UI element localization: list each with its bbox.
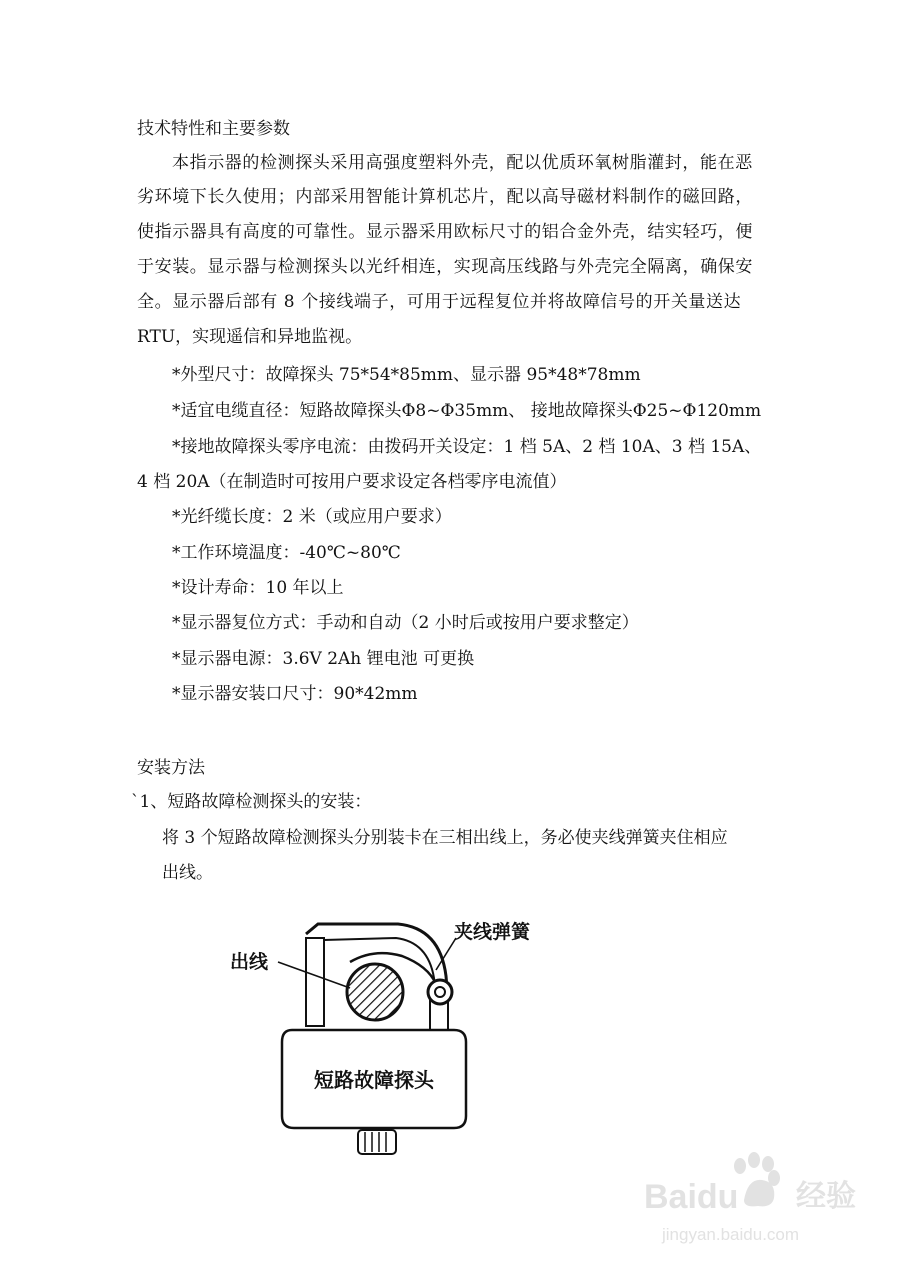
spec-item-fiber-length: *光纤缆长度：2 米（或应用户要求） bbox=[172, 507, 452, 527]
spec-item-reset-mode: *显示器复位方式：手动和自动（2 小时后或按用户要求整定） bbox=[172, 613, 639, 633]
spec-item-design-life: *设计寿命：10 年以上 bbox=[172, 578, 344, 598]
watermark-url: jingyan.baidu.com bbox=[662, 1225, 800, 1244]
section-heading-installation: 安装方法 bbox=[137, 758, 205, 778]
label-probe-body: 短路故障探头 bbox=[314, 1068, 434, 1092]
paragraph-line: 使指示器具有高度的可靠性。显示器采用欧标尺寸的铝合金外壳，结实轻巧，便 bbox=[137, 222, 753, 242]
spec-item-operating-temperature: *工作环境温度：-40℃~80℃ bbox=[172, 543, 401, 563]
paragraph-line: 劣环境下长久使用；内部采用智能计算机芯片，配以高导磁材料制作的磁回路， bbox=[137, 187, 753, 207]
paragraph-line: RTU，实现遥信和异地监视。 bbox=[137, 327, 363, 347]
baidu-jingyan-watermark bbox=[640, 1142, 890, 1267]
watermark-brand: Baidu bbox=[644, 1178, 739, 1216]
subheading-short-circuit-install: `1、短路故障检测探头的安装： bbox=[131, 792, 372, 812]
section-heading-tech-specs: 技术特性和主要参数 bbox=[137, 119, 290, 139]
watermark-brand-suffix: 经验 bbox=[796, 1179, 856, 1214]
paragraph-line: 出线。 bbox=[162, 863, 213, 883]
clamp-post-left bbox=[306, 938, 324, 1026]
paragraph-line: 本指示器的检测探头采用高强度塑料外壳，配以优质环氧树脂灌封，能在恶 bbox=[172, 153, 753, 173]
fiber-connector bbox=[358, 1130, 396, 1154]
cable-cross-section bbox=[347, 964, 403, 1020]
paw-icon bbox=[734, 1152, 780, 1206]
probe-installation-figure bbox=[222, 904, 552, 1174]
paragraph-line: 将 3 个短路故障检测探头分别装卡在三相出线上，务必使夹线弹簧夹住相应 bbox=[162, 828, 728, 848]
label-spring: 夹线弹簧 bbox=[454, 921, 531, 943]
spec-item-zero-sequence-current: *接地故障探头零序电流：由拨码开关设定：1 档 5A、2 档 10A、3 档 15A、 bbox=[172, 437, 762, 457]
paragraph-line: 于安装。显示器与检测探头以光纤相连，实现高压线路与外壳完全隔离，确保安 bbox=[137, 257, 753, 277]
spec-item-zero-sequence-current-cont: 4 档 20A（在制造时可按用户要求设定各档零序电流值） bbox=[137, 472, 567, 492]
label-outlet: 出线 bbox=[230, 951, 269, 973]
spec-item-dimensions: *外型尺寸：故障探头 75*54*85mm、显示器 95*48*78mm bbox=[172, 365, 641, 385]
spec-item-power-supply: *显示器电源：3.6V 2Ah 锂电池 可更换 bbox=[172, 649, 475, 669]
paragraph-line: 全。显示器后部有 8 个接线端子，可用于远程复位并将故障信号的开关量送达 bbox=[137, 292, 742, 312]
spec-item-mounting-cutout: *显示器安装口尺寸：90*42mm bbox=[172, 684, 418, 704]
spec-item-cable-diameter: *适宜电缆直径：短路故障探头Φ8~Φ35mm、 接地故障探头Φ25~Φ120mm bbox=[172, 401, 762, 421]
